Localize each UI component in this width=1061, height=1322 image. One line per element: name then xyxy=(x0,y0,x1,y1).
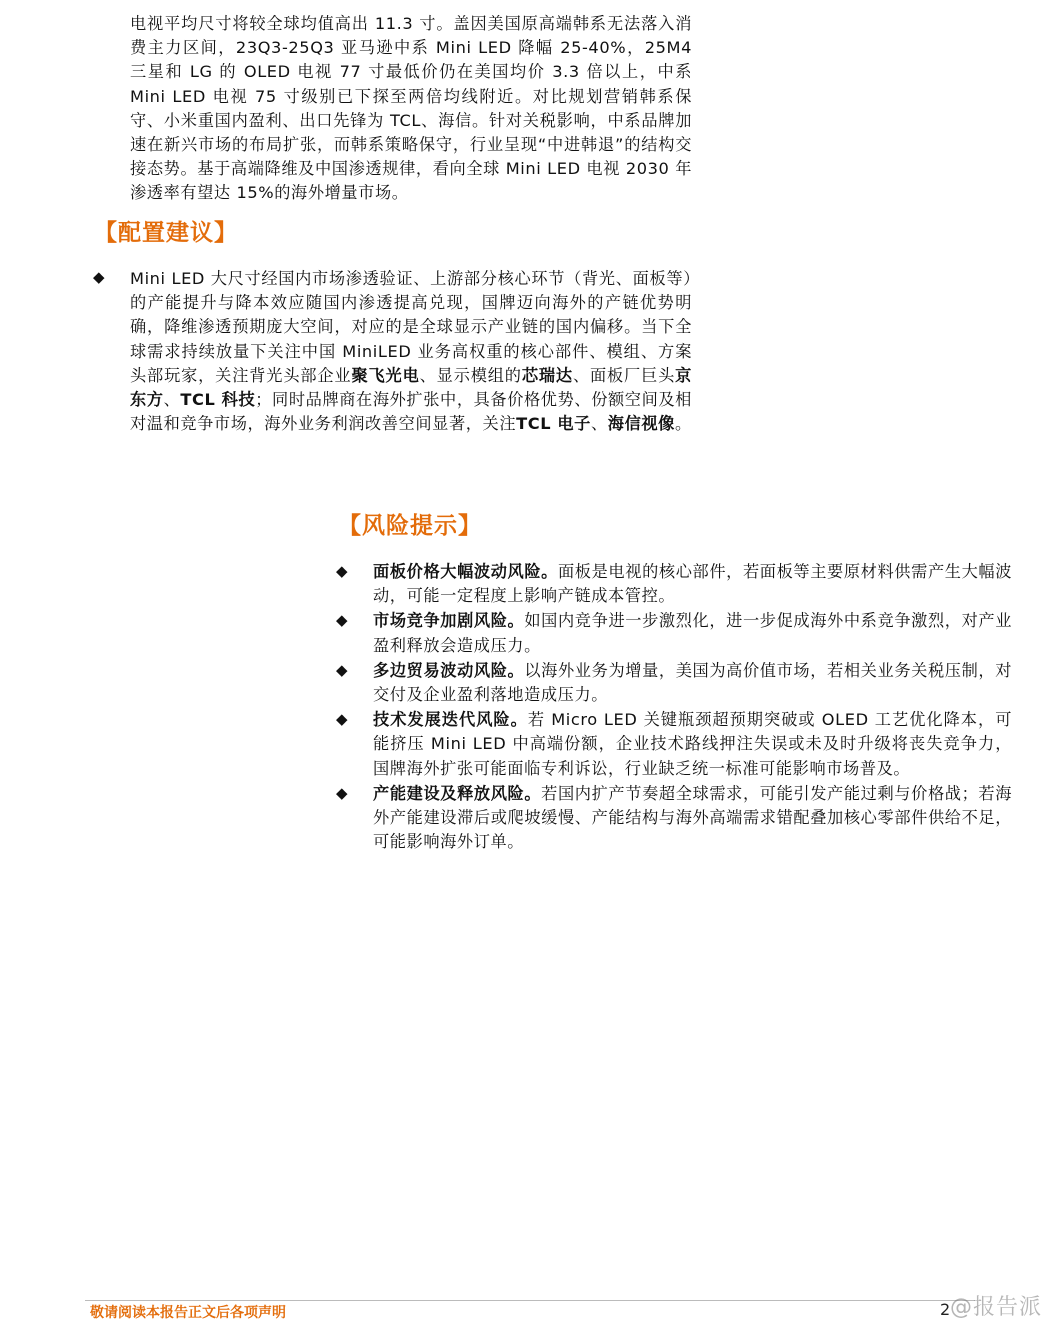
footer-disclaimer: 敬请阅读本报告正文后各项声明 xyxy=(90,1305,286,1321)
risk-body: 若国内扩产节奏超全球需求，可能引发产能过剩与价格战；若海外产能建设滞后或爬坡缓慢、产能结构与海外高端需求错配叠加核心零部件供给不足，可能影响海外订单。 xyxy=(373,783,1012,852)
diamond-bullet-icon: ◆ xyxy=(336,783,348,802)
config-text-seg1: Mini LED 大尺寸经国内市场渗透验证、上游部分核心环节（背光、面板等）的产能提升与降本效应随国内渗透提高兑现，国牌迈向海外的产链优势明确，降维渗透预期庞大空间，对应的是全球显示产业链的国内偏移。当下全球需求持续放量下关注中国 MiniLED 业务高权重的核心部件、模组、方案头部玩家，关注背光头部企业 xyxy=(130,269,692,385)
footer-divider xyxy=(85,1300,975,1301)
risk-title: 技术发展迭代风险。 xyxy=(373,710,528,730)
risk-item xyxy=(336,609,1012,657)
risk-title: 多边贸易波动风险。 xyxy=(373,660,525,680)
risk-text xyxy=(373,609,1012,657)
config-text-seg5: ；同时品牌商在海外扩张中，具备价格优势、份额空间及相对温和竞争市场，海外业务利润改善空间显著，关注 xyxy=(130,390,692,434)
diamond-bullet-icon: ◆ xyxy=(336,660,348,679)
risk-body: 以海外业务为增量，美国为高价值市场，若相关业务关税压制，对交付及企业盈利落地造成压力。 xyxy=(373,660,1012,705)
risk-text xyxy=(373,560,1012,608)
risk-body: 若 Micro LED 关键瓶颈超预期突破或 OLED 工艺优化降本，可能挤压 Mini LED 中高端份额，企业技术路线押注失误或未及时升级将丧失竞争力，国牌海外扩张可能面临专利诉讼，行业缺乏统一标准可能影响市场普及。 xyxy=(373,710,1012,778)
risk-item xyxy=(336,560,1012,608)
risk-heading: 【风险提示】 xyxy=(338,512,482,539)
config-heading: 【配置建议】 xyxy=(94,219,238,246)
risk-title: 产能建设及释放风险。 xyxy=(373,783,542,803)
risk-item xyxy=(336,659,1012,707)
diamond-bullet-icon: ◆ xyxy=(336,611,348,630)
intro-paragraph: 电视平均尺寸将较全球均值高出 11.3 寸。盖因美国原高端韩系无法落入消费主力区间，23Q3-25Q3 亚马逊中系 Mini LED 降幅 25-40%，25M4 三星和 LG 的 OLED 电视 77 寸最低价仍在美国均价 3.3 倍以上，中系 Mini LED 电视 75 寸级别已下探至两倍均线附近。对比规划营销韩系保守、小米重国内盈利、出口先锋为 TCL、海信。针对关税影响，中系品牌加速在新兴市场的布局扩张，而韩系策略保守，行业呈现“中进韩退”的结构交接态势。基于高端降维及中国渗透规律，看向全球 Mini LED 电视 2030 年渗透率有望达 15%的海外增量市场。 xyxy=(130,14,692,203)
company-xinruida: 芯瑞达 xyxy=(521,365,573,385)
config-paragraph xyxy=(130,267,692,436)
risk-list xyxy=(336,560,1012,855)
diamond-bullet-icon: ◆ xyxy=(336,562,348,580)
risk-text xyxy=(373,782,1012,855)
risk-item xyxy=(336,708,1012,781)
risk-title: 市场竞争加剧风险。 xyxy=(373,611,525,631)
risk-text xyxy=(373,659,1012,707)
config-text-seg4: 、 xyxy=(163,390,181,410)
config-text-seg6: 、 xyxy=(590,414,608,434)
watermark: @报告派 xyxy=(950,1295,1043,1320)
config-text-seg3: 、面板厂巨头 xyxy=(572,365,676,385)
company-tcl-tech: TCL 科技 xyxy=(180,390,256,410)
risk-body: 面板是电视的核心部件，若面板等主要原材料供需产生大幅波动，可能一定程度上影响产链成本管控。 xyxy=(373,562,1012,606)
company-jufei: 聚飞光电 xyxy=(351,365,420,385)
risk-title: 面板价格大幅波动风险。 xyxy=(373,562,558,581)
page-number: 2 xyxy=(940,1300,951,1319)
risk-text xyxy=(373,708,1012,781)
company-hisense: 海信视像 xyxy=(607,414,675,434)
risk-item xyxy=(336,782,1012,855)
diamond-bullet-icon: ◆ xyxy=(336,710,348,729)
config-text-seg7: 。 xyxy=(674,414,692,434)
config-text-seg2: 、显示模组的 xyxy=(419,365,522,385)
company-tcl-electronics: TCL 电子 xyxy=(516,414,591,434)
risk-body: 如国内竞争进一步激烈化，进一步促成海外中系竞争激烈，对产业盈利释放会造成压力。 xyxy=(373,611,1012,655)
company-boe: 京东方 xyxy=(130,365,692,410)
diamond-bullet-icon: ◆ xyxy=(93,268,105,286)
